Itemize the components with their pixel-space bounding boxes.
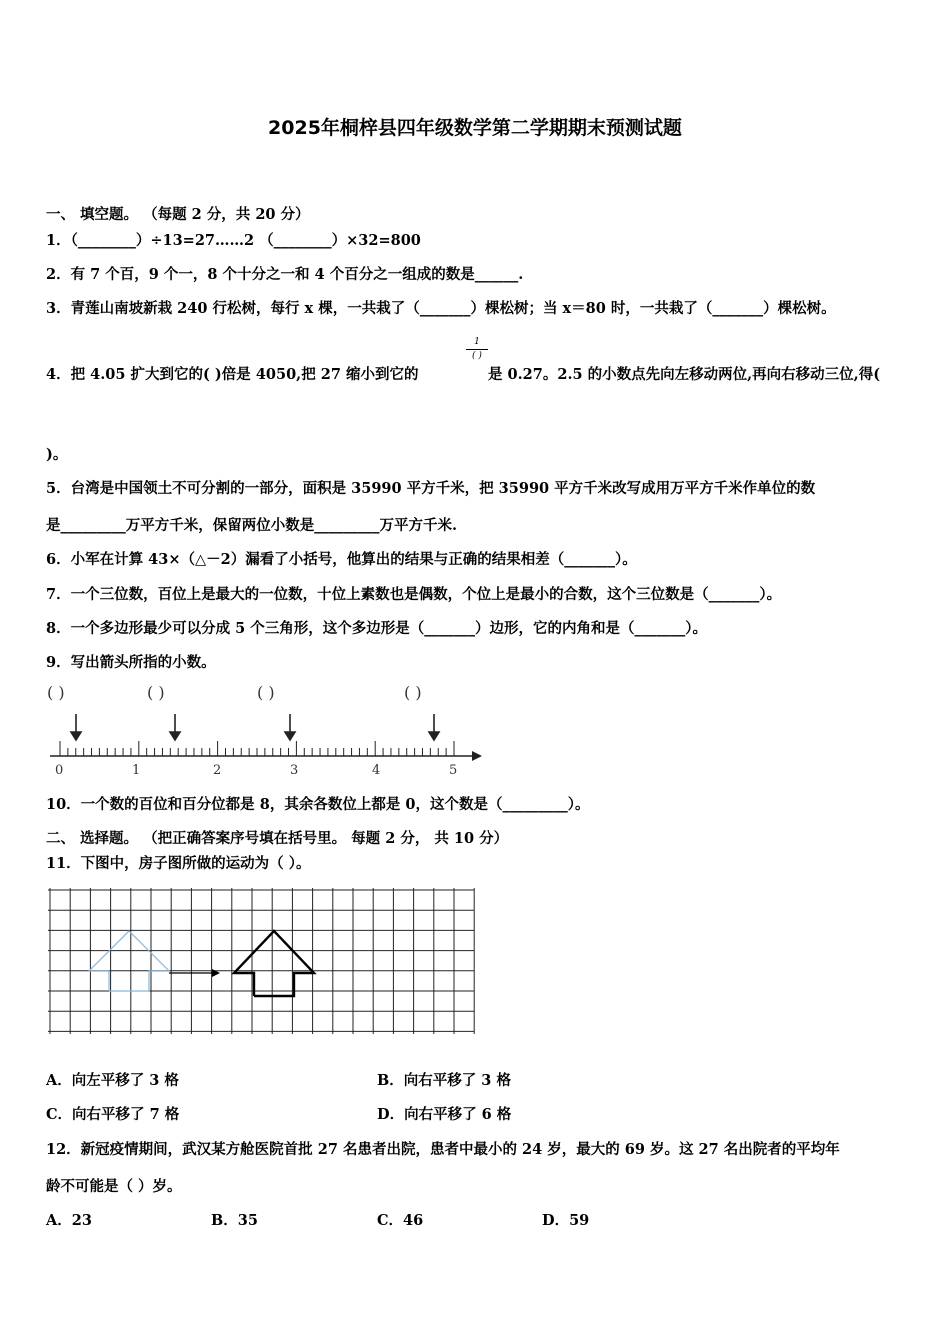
question-2: 2．有 7 个百，9 个一，8 个十分之一和 4 个百分之一组成的数是______. bbox=[46, 266, 524, 283]
fraction-denominator: ( ) bbox=[472, 351, 482, 361]
option-11-a: A．向左平移了 3 格 bbox=[46, 1072, 179, 1089]
option-12-d: D．59 bbox=[542, 1212, 590, 1229]
question-8: 8．一个多边形最少可以分成 5 个三角形，这个多边形是（_______）边形，它的内角和是（_______）。 bbox=[46, 620, 708, 637]
question-4-part-c: )。 bbox=[46, 446, 68, 463]
option-11-c: C．向右平移了 7 格 bbox=[46, 1106, 180, 1123]
tick-label-3: 3 bbox=[290, 763, 299, 778]
question-1: 1．（________）÷13=27……2 （________）×32=800 bbox=[46, 232, 421, 249]
option-12-c: C．46 bbox=[377, 1212, 424, 1229]
question-10: 10．一个数的百位和百分位都是 8，其余各数位上都是 0，这个数是（_________）。 bbox=[46, 796, 590, 813]
number-line-figure bbox=[46, 710, 486, 770]
question-6: 6．小军在计算 43×（△－2）漏看了小括号，他算出的结果与正确的结果相差（_______）。 bbox=[46, 551, 637, 568]
question-11: 11．下图中，房子图所做的运动为（ ）。 bbox=[46, 855, 311, 872]
option-12-a: A．23 bbox=[46, 1212, 92, 1229]
tick-label-2: 2 bbox=[213, 763, 222, 778]
fraction-numerator: 1 bbox=[474, 337, 480, 347]
question-12-line-1: 12．新冠疫情期间，武汉某方舱医院首批 27 名患者出院，患者中最小的 24 岁，最大的 69 岁。这 27 名出院者的平均年 bbox=[46, 1141, 840, 1158]
ghost-house bbox=[89, 931, 169, 991]
page-title: 2025年桐梓县四年级数学第二学期期末预测试题 bbox=[268, 117, 682, 139]
number-line-blank-1: ( ) bbox=[47, 683, 65, 702]
question-4-part-a: 4．把 4.05 扩大到它的( )倍是 4050,把 27 缩小到它的 bbox=[46, 366, 419, 383]
moved-house bbox=[234, 931, 314, 996]
tick-label-4: 4 bbox=[372, 763, 381, 778]
question-12-line-2: 龄不可能是（ ）岁。 bbox=[46, 1178, 182, 1195]
number-line-blank-2: ( ) bbox=[147, 683, 165, 702]
tick-label-1: 1 bbox=[132, 763, 141, 778]
question-9: 9．写出箭头所指的小数。 bbox=[46, 654, 216, 671]
section1-heading: 一、 填空题。 （每题 2 分，共 20 分） bbox=[46, 206, 310, 223]
option-11-d: D．向右平移了 6 格 bbox=[377, 1106, 512, 1123]
question-3: 3．青莲山南坡新栽 240 行松树，每行 x 棵，一共栽了（_______）棵松树；当 x＝80 时，一共栽了（_______）棵松树。 bbox=[46, 300, 836, 317]
fraction-bar bbox=[466, 349, 488, 350]
tick-label-5: 5 bbox=[449, 763, 458, 778]
number-line-blank-3: ( ) bbox=[257, 683, 275, 702]
question-7: 7．一个三位数，百位上是最大的一位数，十位上素数也是偶数，个位上是最小的合数，这个三位数是（_______）。 bbox=[46, 586, 782, 603]
number-line-blank-4: ( ) bbox=[404, 683, 422, 702]
fraction-one-over-blank bbox=[466, 337, 488, 362]
grid-figure bbox=[46, 886, 476, 1036]
question-5-line-2: 是_________万平方千米，保留两位小数是_________万平方千米. bbox=[46, 517, 458, 534]
section2-heading: 二、 选择题。 （把正确答案序号填在括号里。 每题 2 分， 共 10 分） bbox=[46, 830, 509, 847]
question-5-line-1: 5．台湾是中国领土不可分割的一部分，面积是 35990 平方千米，把 35990 平方千米改写成用万平方千米作单位的数 bbox=[46, 480, 816, 497]
pointer-arrows bbox=[71, 714, 439, 740]
option-11-b: B．向右平移了 3 格 bbox=[377, 1072, 511, 1089]
question-4-part-b: 是 0.27。2.5 的小数点先向左移动两位,再向右移动三位,得( bbox=[488, 366, 881, 383]
tick-label-0: 0 bbox=[55, 763, 64, 778]
option-12-b: B．35 bbox=[211, 1212, 258, 1229]
